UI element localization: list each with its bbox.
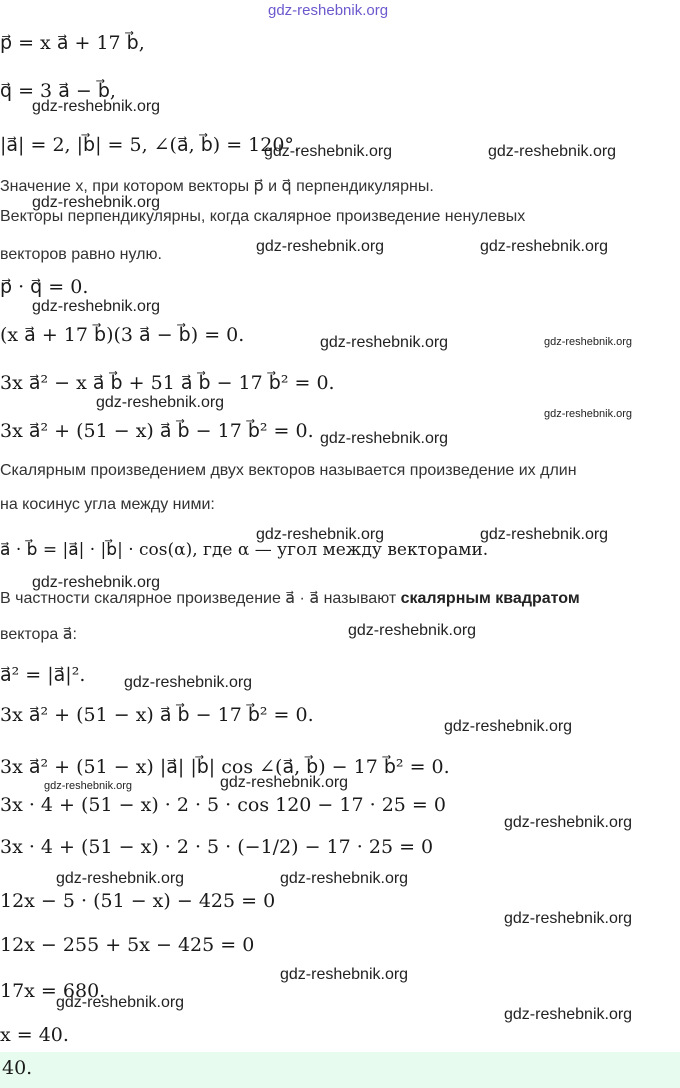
equation-cos-value: 3x · 4 + (51 − x) · 2 · 5 · (−1/2) − 17 · 25 = 0: [0, 836, 434, 858]
scalar-square-formula: a⃗² = |a⃗|².: [0, 664, 86, 686]
watermark: gdz-reshebnik.org: [320, 430, 449, 447]
watermark: gdz-reshebnik.org: [504, 910, 633, 927]
equation-expanded: 3x a⃗² − x a⃗ b⃗ + 51 a⃗ b⃗ − 17 b⃗² = 0.: [0, 372, 335, 394]
definition-line: на косинус угла между ними:: [0, 496, 215, 513]
watermark: gdz-reshebnik.org: [444, 718, 573, 735]
watermark: gdz-reshebnik.org: [544, 336, 633, 348]
watermark: gdz-reshebnik.org: [280, 966, 409, 983]
watermark: gdz-reshebnik.org: [544, 408, 633, 420]
equation-simplify-2: 12x − 255 + 5x − 425 = 0: [0, 934, 255, 956]
watermark: gdz-reshebnik.org: [320, 334, 449, 351]
watermark: gdz-reshebnik.org: [32, 298, 161, 315]
watermark: gdz-reshebnik.org: [124, 674, 253, 691]
vector-a-label: вектора a⃗:: [0, 626, 77, 643]
equation-simplify-3: 17x = 680.: [0, 980, 106, 1002]
equation-result: x = 40.: [0, 1024, 69, 1046]
watermark: gdz-reshebnik.org: [44, 780, 133, 792]
dot-product-formula: a⃗ · b⃗ = |a⃗| · |b⃗| · cos(α), где α — угол между векторами.: [0, 540, 489, 560]
watermark: gdz-reshebnik.org: [280, 870, 409, 887]
watermark: gdz-reshebnik.org: [256, 238, 385, 255]
watermark: gdz-reshebnik.org: [56, 870, 185, 887]
equation-grouped: 3x a⃗² + (51 − x) a⃗ b⃗ − 17 b⃗² = 0.: [0, 420, 314, 442]
scalar-square-term: скалярным квадратом: [400, 590, 580, 607]
equation-q: q⃗ = 3 a⃗ − b⃗,: [0, 80, 116, 102]
watermark: gdz-reshebnik.org: [32, 98, 161, 115]
watermark: gdz-reshebnik.org: [56, 994, 185, 1011]
watermark-top[interactable]: gdz-reshebnik.org: [268, 2, 389, 19]
watermark: gdz-reshebnik.org: [32, 574, 161, 591]
answer-value: 40.: [2, 1057, 33, 1079]
watermark: gdz-reshebnik.org: [488, 143, 617, 160]
watermark: gdz-reshebnik.org: [348, 622, 477, 639]
watermark: gdz-reshebnik.org: [504, 1006, 633, 1023]
equation-grouped-repeat: 3x a⃗² + (51 − x) a⃗ b⃗ − 17 b⃗² = 0.: [0, 704, 314, 726]
scalar-square-text: В частности скалярное произведение a⃗ · a⃗ называют: [0, 590, 401, 607]
watermark: gdz-reshebnik.org: [220, 774, 349, 791]
equation-expand: (x a⃗ + 17 b⃗)(3 a⃗ − b⃗) = 0.: [0, 324, 245, 346]
answer-bar: [0, 1052, 680, 1088]
watermark: gdz-reshebnik.org: [256, 526, 385, 543]
watermark: gdz-reshebnik.org: [32, 194, 161, 211]
equation-dot-zero: p⃗ · q⃗ = 0.: [0, 276, 89, 298]
equation-substituted: 3x · 4 + (51 − x) · 2 · 5 · cos 120 − 17 · 25 = 0: [0, 794, 446, 816]
problem-statement: Значение x, при котором векторы p⃗ и q⃗ перпендикулярны.: [0, 178, 434, 195]
explanation-line: Векторы перпендикулярны, когда скалярное произведение ненулевых: [0, 208, 526, 225]
watermark: gdz-reshebnik.org: [96, 394, 225, 411]
watermark: gdz-reshebnik.org: [480, 238, 609, 255]
equation-simplify-1: 12x − 5 · (51 − x) − 425 = 0: [0, 890, 276, 912]
equation-with-modules: 3x a⃗² + (51 − x) |a⃗| |b⃗| cos ∠(a⃗, b⃗) − 17 b⃗² = 0.: [0, 756, 450, 778]
scalar-square-note: [0, 588, 580, 608]
given-values: |a⃗| = 2, |b⃗| = 5, ∠(a⃗, b⃗) = 120°.: [0, 134, 300, 156]
watermark: gdz-reshebnik.org: [504, 814, 633, 831]
watermark: gdz-reshebnik.org: [480, 526, 609, 543]
definition-line: Скалярным произведением двух векторов называется произведение их длин: [0, 462, 577, 479]
equation-p: p⃗ = x a⃗ + 17 b⃗,: [0, 32, 145, 54]
watermark: gdz-reshebnik.org: [264, 143, 393, 160]
explanation-line: векторов равно нулю.: [0, 246, 162, 263]
